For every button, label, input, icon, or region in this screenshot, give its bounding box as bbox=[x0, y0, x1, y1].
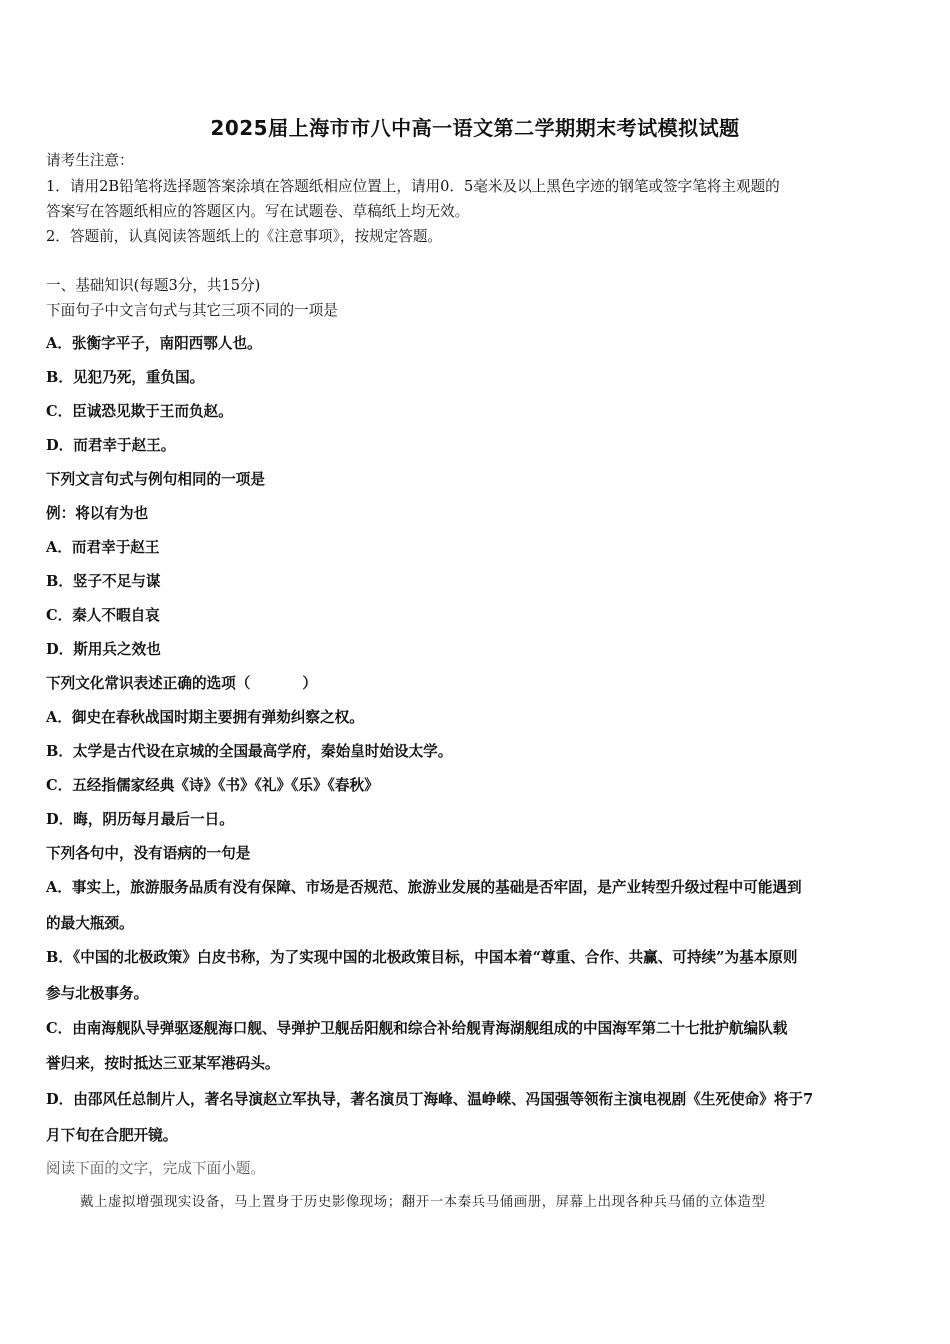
q4-option-c-line-1: C．由南海舰队导弹驱逐舰海口舰、导弹护卫舰岳阳舰和综合补给舰青海湖舰组成的中国海军第二十七批护航编队载 bbox=[46, 1020, 788, 1037]
q3-stem-suffix: ） bbox=[302, 675, 317, 692]
notice-heading: 请考生注意： bbox=[46, 152, 134, 169]
q2-option-a: A．而君幸于赵王 bbox=[46, 539, 160, 556]
section-heading: 一、基础知识(每题3分，共15分) bbox=[46, 277, 261, 294]
q2-option-d: D．斯用兵之效也 bbox=[46, 641, 161, 658]
q3-option-b: B．太学是古代设在京城的全国最高学府，秦始皇时始设太学。 bbox=[46, 743, 453, 760]
q4-stem: 下列各句中，没有语病的一句是 bbox=[46, 845, 251, 862]
notice-item-1-line-1: 1．请用2B铅笔将选择题答案涂填在答题纸相应位置上，请用0．5毫米及以上黑色字迹的钢笔或签字笔将主观题的 bbox=[46, 178, 780, 195]
q3-option-c: C．五经指儒家经典《诗》《书》《礼》《乐》《春秋》 bbox=[46, 777, 379, 794]
q3-stem-prefix: 下列文化常识表述正确的选项（ bbox=[46, 675, 251, 692]
notice-item-1-line-2: 答案写在答题纸相应的答题区内。写在试题卷、草稿纸上均无效。 bbox=[46, 203, 470, 220]
q3-option-d: D．晦，阴历每月最后一日。 bbox=[46, 811, 234, 828]
q2-option-c: C．秦人不暇自哀 bbox=[46, 607, 160, 624]
page-title: 2025届上海市市八中高一语文第二学期期末考试模拟试题 bbox=[210, 116, 740, 140]
q4-option-a-line-2: 的最大瓶颈。 bbox=[46, 915, 134, 932]
q2-option-b: B．竖子不足与谋 bbox=[46, 573, 161, 590]
q2-example: 例：将以有为也 bbox=[46, 505, 149, 522]
q4-option-d-line-2: 月下旬在合肥开镜。 bbox=[46, 1127, 178, 1144]
q4-option-b-line-2: 参与北极事务。 bbox=[46, 985, 149, 1002]
q2-stem: 下列文言句式与例句相同的一项是 bbox=[46, 471, 265, 488]
q4-option-a-line-1: A．事实上，旅游服务品质有没有保障、市场是否规范、旅游业发展的基础是否牢固，是产业转型升级过程中可能遇到 bbox=[46, 879, 802, 896]
notice-item-2: 2．答题前，认真阅读答题纸上的《注意事项》，按规定答题。 bbox=[46, 228, 443, 245]
q4-option-c-line-2: 誉归来，按时抵达三亚某军港码头。 bbox=[46, 1055, 280, 1072]
q1-option-c: C．臣诚恐见欺于王而负赵。 bbox=[46, 403, 233, 420]
reading-paragraph: 戴上虚拟增强现实设备，马上置身于历史影像现场；翻开一本秦兵马俑画册，屏幕上出现各种兵马俑的立体造型 bbox=[80, 1195, 766, 1210]
q3-option-a: A．御史在春秋战国时期主要拥有弹劾纠察之权。 bbox=[46, 709, 364, 726]
q1-option-d: D．而君幸于赵王。 bbox=[46, 437, 176, 454]
q4-option-b-line-1: B．《中国的北极政策》白皮书称，为了实现中国的北极政策目标，中国本着“尊重、合作、共赢、可持续”为基本原则 bbox=[46, 949, 798, 966]
q1-option-b: B．见犯乃死，重负国。 bbox=[46, 369, 205, 386]
q4-option-d-line-1: D．由邵风任总制片人，著名导演赵立军执导，著名演员丁海峰、温峥嵘、冯国强等领衔主演电视剧《生死使命》将于7 bbox=[46, 1091, 814, 1108]
q3-stem bbox=[46, 674, 908, 694]
reading-instruction: 阅读下面的文字，完成下面小题。 bbox=[46, 1160, 265, 1177]
q1-stem: 下面句子中文言句式与其它三项不同的一项是 bbox=[46, 302, 338, 319]
q1-option-a: A．张衡字平子，南阳西鄂人也。 bbox=[46, 335, 262, 352]
